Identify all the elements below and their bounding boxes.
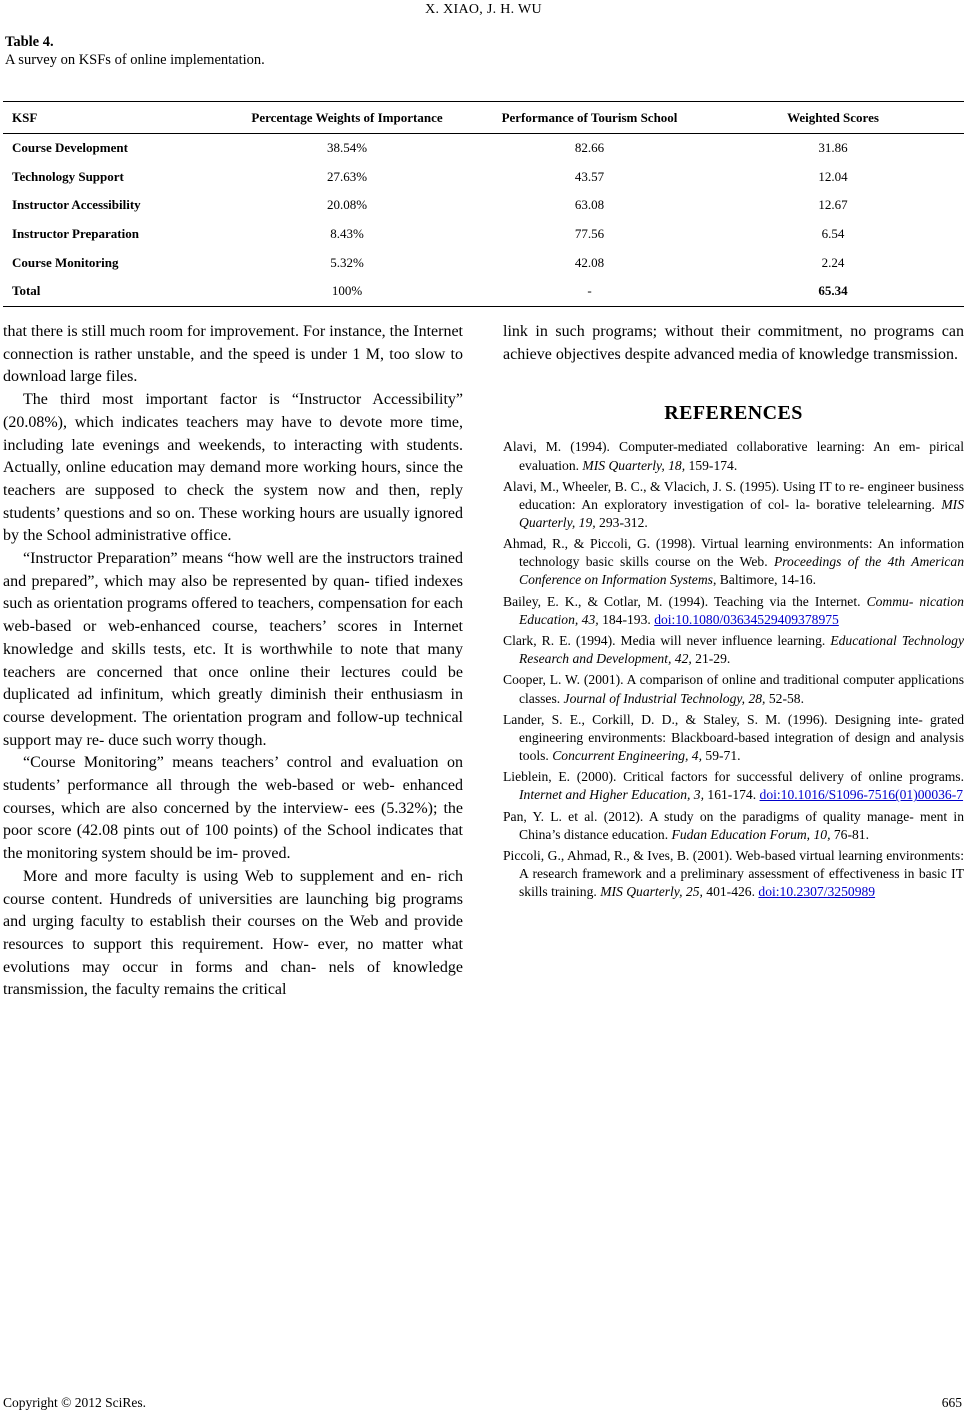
cell-weighted-score: 12.04 [818, 168, 848, 184]
reference-item: Alavi, M. (1994). Computer-mediated collaborative learning: An em- pirical evaluation. MIS Quarterly, 18, 159-174. [503, 439, 964, 473]
cell-performance: 63.08 [574, 197, 605, 213]
cell-ksf: Instructor Preparation [12, 226, 139, 242]
col-header-weights: Percentage Weights of Importance [217, 102, 477, 134]
page-number: 665 [941, 1395, 962, 1410]
table-row [3, 134, 964, 163]
cell-performance: 43.57 [574, 168, 605, 184]
references-heading: REFERENCES [664, 402, 803, 425]
reference-item: Piccoli, G., Ahmad, R., & Ives, B. (2001). Web-based virtual learning environments: A research framework and a preliminary assessment of effectiveness in basic IT skills training. MIS Quarterly, 25, 401-426. doi:10.2307/3250989 [503, 848, 964, 900]
table-row [3, 248, 964, 277]
cell-ksf: Course Development [12, 140, 128, 156]
paragraph: link in such programs; without their commitment, no programs can achieve objectives despite advanced media of knowledge transmission. [503, 323, 964, 363]
table-row [3, 220, 964, 249]
table-row [3, 191, 964, 220]
doi-link[interactable]: doi:10.1080/03634529409378975 [654, 611, 839, 627]
table-number: Table 4. [5, 34, 54, 50]
reference-list [503, 438, 964, 901]
cell-weight: 38.54% [326, 140, 368, 156]
table-row [3, 163, 964, 192]
cell-weighted-score: 12.67 [818, 197, 848, 213]
body-right-column [503, 321, 964, 905]
running-head: X. XIAO, J. H. WU [425, 2, 542, 17]
cell-ksf: Course Monitoring [12, 254, 119, 270]
doi-link[interactable]: doi:10.2307/3250989 [758, 884, 876, 900]
cell-weight: 20.08% [326, 197, 368, 213]
cell-weighted-score: 2.24 [821, 254, 845, 270]
copyright-notice: Copyright © 2012 SciRes. [3, 1395, 147, 1410]
cell-total-weight: 100% [217, 277, 477, 306]
paragraph: The third most important factor is “Instructor Accessibility” (20.08%), which indicates teachers may have to devote more time, including late evenings and weekends, to interacting with students. Actually, online education may demand more working hours, since the teachers are supposed to check the system now and then, reply students’ questions and so on. These working hours are usually ignored by the School administrative office. [3, 391, 463, 545]
cell-weight: 27.63% [326, 168, 368, 184]
cell-performance: 82.66 [574, 140, 605, 156]
reference-item: Lieblein, E. (2000). Critical factors for successful delivery of online programs. Internet and Higher Education, 3, 161-174. doi:10.1016/S1096-7516(01)00036-7 [503, 769, 964, 803]
cell-weighted-score: 6.54 [821, 226, 845, 242]
ksf-table [3, 101, 964, 307]
paragraph: More and more faculty is using Web to supplement and en- rich course content. Hundreds of universities are launching big programs and urging faculty to establish their courses on the Web and provide resources to support this requirement. How- ever, no matter what evolutions may occur in forms and chan- nels of knowledge transmission, the faculty remains the critical [3, 867, 463, 999]
cell-performance: 77.56 [574, 226, 605, 242]
cell-ksf: Instructor Accessibility [12, 197, 141, 213]
cell-weight: 8.43% [330, 226, 364, 242]
cell-weighted-score: 31.86 [818, 140, 848, 156]
reference-item: Bailey, E. K., & Cotlar, M. (1994). Teaching via the Internet. Commu- nication Education, 43, 184-193. doi:10.1080/03634529409378975 [503, 593, 964, 627]
reference-item: Lander, S. E., Corkill, D. D., & Staley, S. M. (1996). Designing inte- grated engineering environments: Blackboard-based integration of design and analysis tools. Concurrent Engineering, 4, 59-71. [503, 711, 964, 764]
col-header-weighted-scores: Weighted Scores [702, 102, 964, 134]
table-total-row [3, 277, 964, 306]
col-header-performance: Performance of Tourism School [477, 102, 702, 134]
cell-ksf: Technology Support [12, 168, 124, 184]
table-caption [5, 33, 265, 69]
reference-item: Pan, Y. L. et al. (2012). A study on the paradigms of quality manage- ment in China’s distance education. Fudan Education Forum, 10, 76-81. [503, 808, 964, 842]
cell-total-performance: - [477, 277, 702, 306]
doi-link[interactable]: doi:10.1016/S1096-7516(01)00036-7 [759, 787, 964, 803]
col-header-ksf: KSF [3, 102, 217, 134]
paragraph: that there is still much room for improvement. For instance, the Internet connection is rather unstable, and the speed is under 1 M, too slow to download large files. [3, 323, 463, 386]
paragraph: “Course Monitoring” means teachers’ control and evaluation on students’ performance all through the web-based or web- enhanced courses, which are also concerned by the interview- ees (5.32%); the poor score (42.08 pints out of 100 points) of the School indicates that the monitoring system should be im- proved. [3, 754, 463, 863]
reference-item: Cooper, L. W. (2001). A comparison of online and traditional computer applications classes. Journal of Industrial Technology, 28, 52-58. [503, 672, 964, 706]
table-header-row [3, 102, 964, 134]
paragraph: “Instructor Preparation” means “how well are the instructors trained and prepared”, which may also be represented by quan- tified indexes such as orientation programs offered to teachers, compensation for each web-based or web-enhanced course, teachers’ scores in Internet knowledge and skills tests, etc. It is worthwhile to note that many teachers are concerned that once online their lectures could be duplicated ad infinitum, which greatly diminish their enthusiasm in course development. The orientation program and follow-up technical support may re- duce such worry though. [3, 550, 463, 749]
cell-total-weighted-score: 65.34 [702, 277, 964, 306]
table-title: A survey on KSFs of online implementation. [5, 52, 265, 68]
cell-performance: 42.08 [574, 254, 605, 270]
reference-item: Alavi, M., Wheeler, B. C., & Vlacich, J. S. (1995). Using IT to re- engineer business education: An exploratory investigation of col- la- borative telelearning. MIS Quarterly, 19, 293-312. [503, 478, 964, 530]
cell-weight: 5.32% [330, 254, 364, 270]
body-left-column [3, 321, 463, 1002]
reference-item: Ahmad, R., & Piccoli, G. (1998). Virtual learning environments: An information technology basic skills course on the Web. Proceedings of the 4th American Conference on Information Systems, Baltimore, 14-16. [503, 536, 965, 588]
cell-total-label: Total [3, 277, 217, 306]
reference-item: Clark, R. E. (1994). Media will never influence learning. Educational Technology Research and Development, 42, 21-29. [503, 633, 964, 667]
